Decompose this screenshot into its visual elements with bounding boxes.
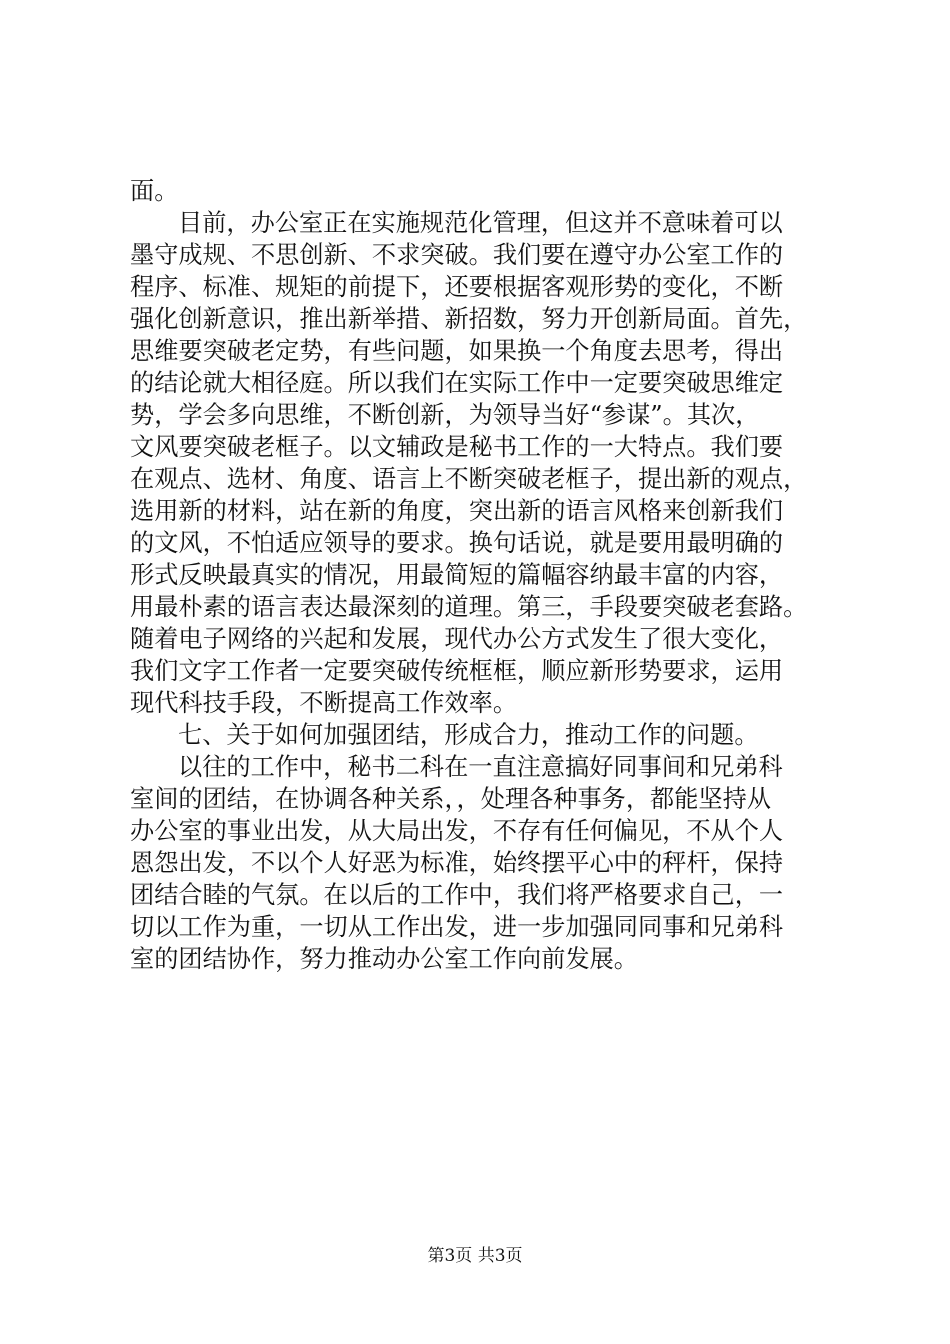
text-line: 文风要突破老框子。以文辅政是秘书工作的一大特点。我们要 (130, 433, 784, 461)
paragraph-start-line: 以往的工作中，秘书二科在一直注意搞好同事间和兄弟科 (178, 753, 783, 781)
page-footer: 第3页 共3页 (427, 1246, 523, 1266)
text-line: 室间的团结，在协调各种关系，，处理各种事务，都能坚持从 (130, 785, 771, 813)
text-line: 随着电子网络的兴起和发展，现代办公方式发生了很大变化， (130, 625, 784, 653)
text-line: 团结合睦的气氛。在以后的工作中，我们将严格要求自己，一 (130, 881, 784, 909)
text-line: 在观点、选材、角度、语言上不断突破老框子，提出新的观点， (130, 465, 808, 493)
document-body (130, 175, 860, 975)
text-line: 面。 (130, 177, 179, 205)
text-line: 的结论就大相径庭。所以我们在实际工作中一定要突破思维定 (130, 369, 784, 397)
paragraph-start-line: 目前，办公室正在实施规范化管理，但这并不意味着可以 (178, 209, 783, 237)
text-line: 强化创新意识，推出新举措、新招数，努力开创新局面。首先， (130, 305, 808, 333)
text-line: 现代科技手段，不断提高工作效率。 (130, 689, 518, 717)
section-heading: 七、关于如何加强团结，形成合力，推动工作的问题。 (178, 721, 759, 749)
text-line: 室的团结协作，努力推动办公室工作向前发展。 (130, 945, 638, 973)
text-line: 用最朴素的语言表达最深刻的道理。第三，手段要突破老套路。 (130, 593, 808, 621)
text-line: 选用新的材料，站在新的角度，突出新的语言风格来创新我们 (130, 497, 784, 525)
text-line: 办公室的事业出发，从大局出发，不存有任何偏见，不从个人 (130, 817, 784, 845)
text-line: 程序、标准、规矩的前提下，还要根据客观形势的变化，不断 (130, 273, 784, 301)
text-line: 形式反映最真实的情况，用最简短的篇幅容纳最丰富的内容， (130, 561, 784, 589)
text-line: 墨守成规、不思创新、不求突破。我们要在遵守办公室工作的 (130, 241, 784, 269)
text-line: 切以工作为重，一切从工作出发，进一步加强同同事和兄弟科 (130, 913, 784, 941)
text-line: 我们文字工作者一定要突破传统框框，顺应新形势要求，运用 (130, 657, 784, 685)
text-line: 恩怨出发，不以个人好恶为标准，始终摆平心中的秤杆，保持 (130, 849, 784, 877)
text-line: 势，学会多向思维，不断创新，为领导当好“参谋”。其次， (130, 401, 760, 429)
text-line: 的文风，不怕适应领导的要求。换句话说，就是要用最明确的 (130, 529, 784, 557)
text-line: 思维要突破老定势，有些问题，如果换一个角度去思考，得出 (130, 337, 784, 365)
